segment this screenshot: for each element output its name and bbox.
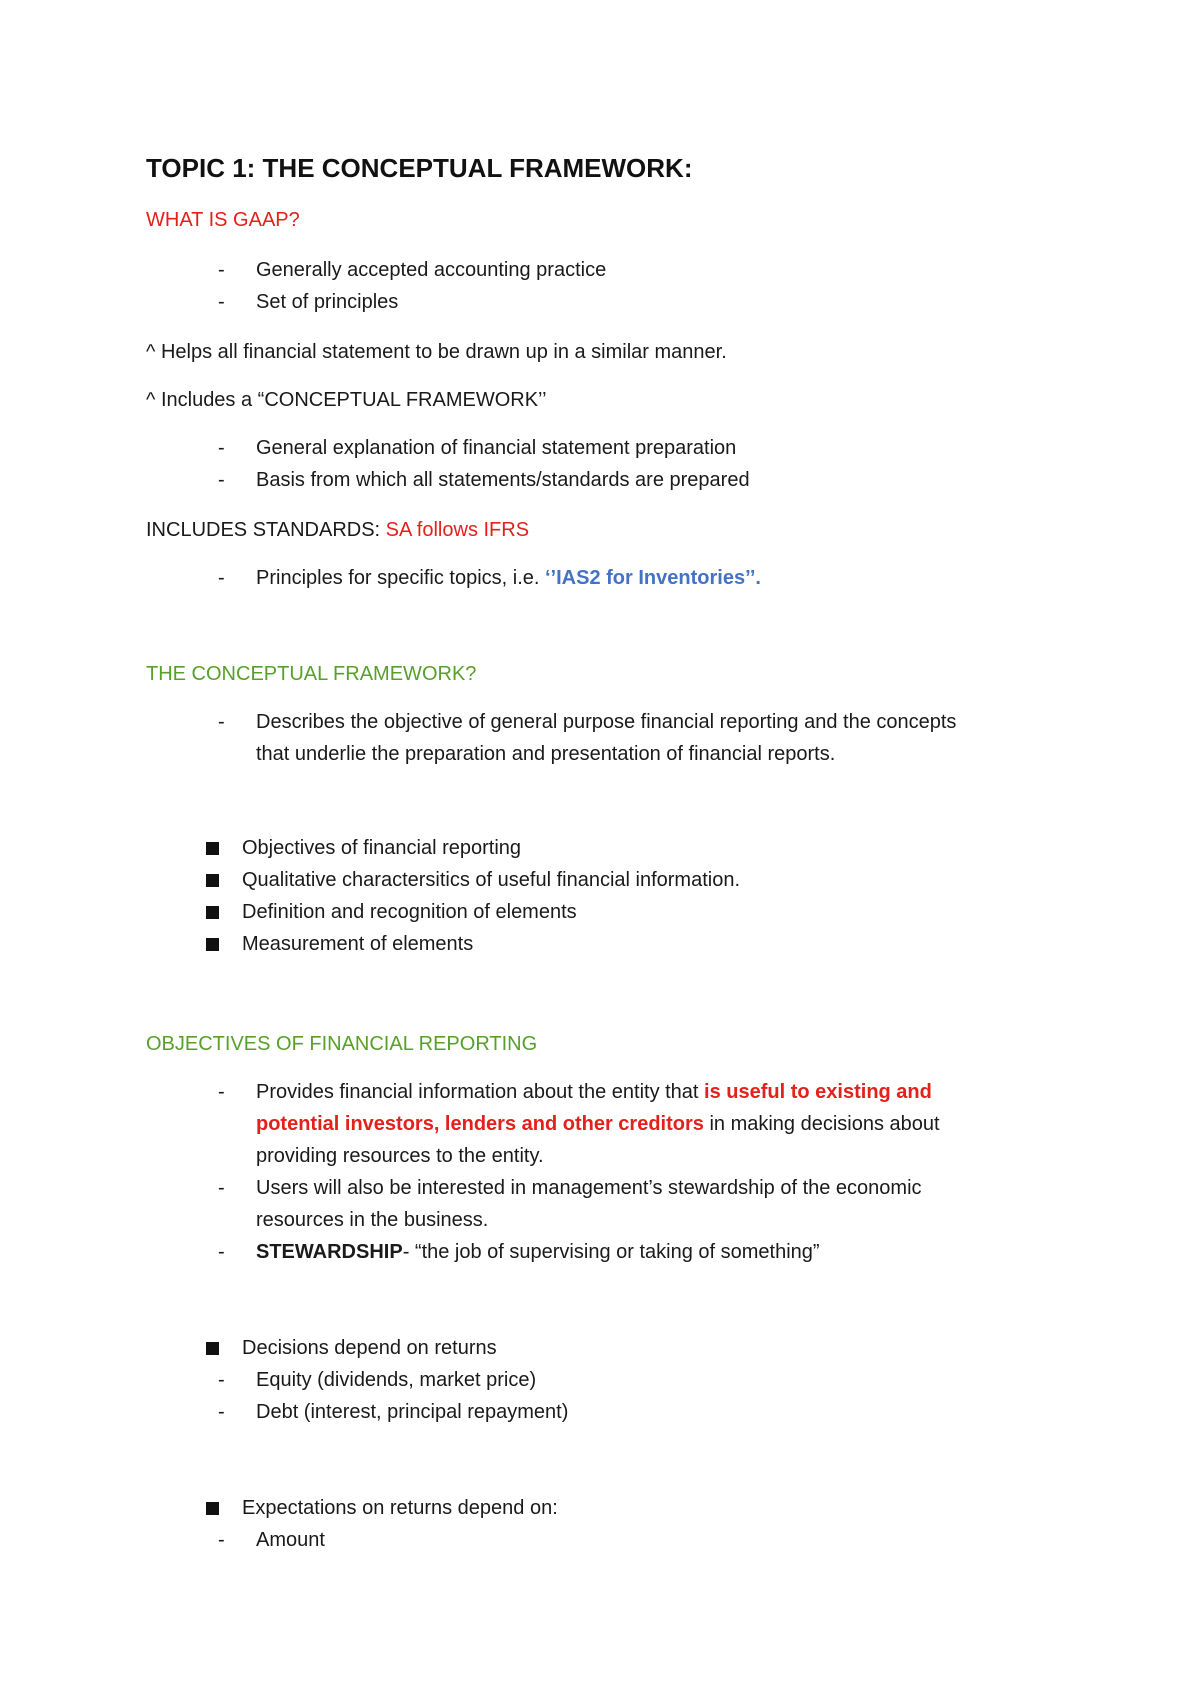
gaap-note: ^ Includes a “CONCEPTUAL FRAMEWORK’’ (146, 389, 547, 411)
principles-open-quote: ‘’ (545, 567, 557, 589)
expect-item: Amount (256, 1529, 325, 1551)
objectives-text: providing resources to the entity. (256, 1145, 544, 1167)
framework-desc: that underlie the preparation and presentation of financial reports. (256, 743, 836, 765)
framework-item: Definition and recognition of elements (242, 901, 577, 923)
principles-line (256, 562, 761, 594)
framework-item: Measurement of elements (242, 933, 474, 955)
dash-marker: - (218, 259, 225, 281)
returns-item: Equity (dividends, market price) (256, 1369, 537, 1391)
dash-marker: - (218, 1529, 225, 1551)
returns-heading: Decisions depend on returns (242, 1337, 497, 1359)
square-bullet-icon (206, 1342, 219, 1355)
objectives-p1-line1 (256, 1076, 932, 1108)
objectives-highlight: is useful to existing and (704, 1081, 932, 1103)
objectives-highlight: potential investors, lenders and other creditors (256, 1113, 704, 1135)
dash-marker: - (218, 1369, 225, 1391)
principles-close: ’’. (745, 567, 761, 589)
dash-marker: - (218, 437, 225, 459)
gaap-note: ^ Helps all financial statement to be drawn up in a similar manner. (146, 341, 727, 363)
square-bullet-icon (206, 938, 219, 951)
principles-prefix: Principles for specific topics, i.e. (256, 567, 545, 589)
dash-marker: - (218, 1401, 225, 1423)
standards-value: SA follows IFRS (385, 519, 530, 541)
dash-marker: - (218, 1081, 225, 1103)
dash-marker: - (218, 291, 225, 313)
page-title: TOPIC 1: THE CONCEPTUAL FRAMEWORK: (146, 153, 693, 183)
square-bullet-icon (206, 906, 219, 919)
standards-line (146, 514, 529, 546)
objectives-text: Provides financial information about the entity that (256, 1081, 705, 1103)
dash-marker: - (218, 711, 225, 733)
objectives-p1-line2 (256, 1108, 940, 1140)
framework-item: Qualitative charactersitics of useful financial information. (242, 869, 741, 891)
objectives-text: in making decisions about (703, 1113, 940, 1135)
dash-marker: - (218, 1241, 225, 1263)
principles-highlight: IAS2 for Inventories (556, 567, 746, 589)
framework-desc: Describes the objective of general purpose financial reporting and the concepts (256, 711, 957, 733)
expect-heading: Expectations on returns depend on: (242, 1497, 558, 1519)
gaap-bullet: Basis from which all statements/standards are prepared (256, 469, 750, 491)
returns-item: Debt (interest, principal repayment) (256, 1401, 569, 1423)
gaap-heading: WHAT IS GAAP? (146, 209, 300, 231)
objectives-text: Users will also be interested in management’s stewardship of the economic (256, 1177, 922, 1199)
square-bullet-icon (206, 874, 219, 887)
square-bullet-icon (206, 842, 219, 855)
stewardship-term: STEWARDSHIP (256, 1241, 403, 1263)
objectives-heading: OBJECTIVES OF FINANCIAL REPORTING (146, 1033, 538, 1055)
square-bullet-icon (206, 1502, 219, 1515)
dash-marker: - (218, 1177, 225, 1199)
gaap-bullet: Set of principles (256, 291, 399, 313)
gaap-bullet: General explanation of financial statement preparation (256, 437, 737, 459)
dash-marker: - (218, 567, 225, 589)
dash-marker: - (218, 469, 225, 491)
gaap-bullet: Generally accepted accounting practice (256, 259, 607, 281)
stewardship-line (256, 1236, 820, 1268)
objectives-text: resources in the business. (256, 1209, 489, 1231)
framework-heading: THE CONCEPTUAL FRAMEWORK? (146, 663, 477, 685)
stewardship-definition: - “the job of supervising or taking of something” (402, 1241, 820, 1263)
framework-item: Objectives of financial reporting (242, 837, 522, 859)
standards-label: INCLUDES STANDARDS: (146, 519, 386, 541)
